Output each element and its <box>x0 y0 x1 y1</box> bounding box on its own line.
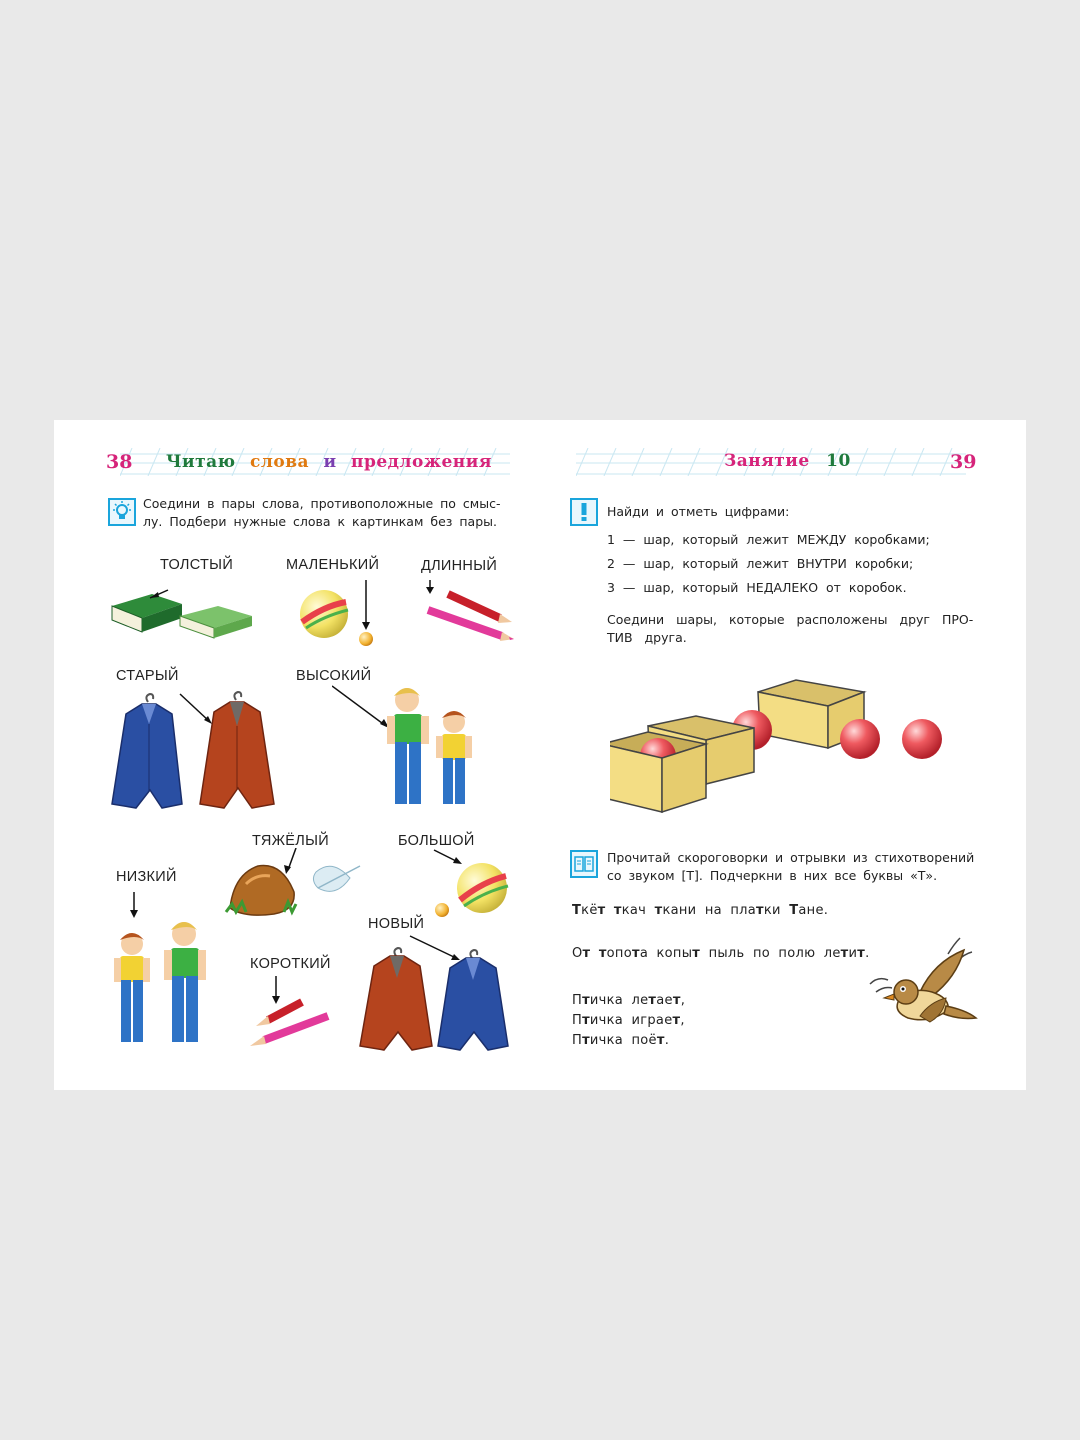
bird-illustration <box>860 932 980 1032</box>
twister1-part <box>605 903 613 918</box>
task2-text: Прочитай скороговорки и отрывки из стихотворений со звуком [Т]. Подчеркни в них все буквы «Т». <box>607 850 975 883</box>
twister2-part <box>590 946 598 961</box>
twister1-part: т <box>597 903 606 918</box>
twister1-part: Т <box>572 903 582 918</box>
poem-part: ае <box>656 993 673 1008</box>
lesson-title <box>724 451 851 471</box>
twister1-part: кани на пла <box>662 903 757 918</box>
twister2-part: а копы <box>639 946 693 961</box>
tongue-twister-2 <box>572 946 870 961</box>
poem-part: , <box>680 1013 685 1028</box>
twister2-part: О <box>572 946 583 961</box>
poem-line-2 <box>572 1013 685 1028</box>
twister1-part: ки <box>763 903 790 918</box>
page-number-right: 39 <box>950 451 977 473</box>
short-pencils-illustration <box>246 976 336 1052</box>
books-illustration <box>106 580 256 645</box>
twister2-part: т <box>631 946 640 961</box>
task-text-left: Соедини в пары слова, противоположные по смыс- лу. Подбери нужные слова к картинкам без пары. <box>143 496 501 529</box>
twister2-part: опо <box>606 946 632 961</box>
task1-intro: Найди и отметь цифрами: <box>607 504 790 519</box>
label-staryy: СТАРЫЙ <box>116 668 179 684</box>
poem-part: ичка лe <box>589 993 649 1008</box>
label-bolshoy: БОЛЬШОЙ <box>398 833 475 849</box>
twister1-part: кач <box>621 903 655 918</box>
poem-part: т <box>648 993 657 1008</box>
poem-part: т <box>672 1013 681 1028</box>
title-word-3: и <box>323 452 337 472</box>
poem-part: . <box>664 1033 670 1048</box>
ball-illustration-small-big <box>294 578 384 648</box>
twister1-part: т <box>654 903 663 918</box>
poem-part: П <box>572 993 583 1008</box>
label-korotkiy: КОРОТКИЙ <box>250 956 331 972</box>
label-malenkiy: МАЛЕНЬКИЙ <box>286 557 380 573</box>
label-vysokiy: ВЫСОКИЙ <box>296 668 372 684</box>
poem-part: т <box>672 993 681 1008</box>
poem-line-1 <box>572 993 685 1008</box>
book-spread <box>54 420 1026 1090</box>
label-dlinnyy: ДЛИННЫЙ <box>421 558 498 574</box>
left-page-title <box>166 452 492 472</box>
twister2-part: . <box>865 946 870 961</box>
title-word-2: слова <box>250 452 310 472</box>
twister1-part: т <box>613 903 622 918</box>
book-icon <box>570 850 598 878</box>
label-nizkiy: НИЗКИЙ <box>116 869 177 885</box>
task1-item-3: 3 — шар, который НЕДАЛЕКО от коробок. <box>607 580 907 595</box>
poem-part: т <box>582 1013 590 1028</box>
label-novyy: НОВЫЙ <box>368 916 425 932</box>
poem-part: ичка поё <box>589 1033 657 1048</box>
poem-part: , <box>680 993 686 1008</box>
task1-item-2: 2 — шар, который лежит ВНУТРИ коробки; <box>607 556 914 571</box>
twister2-part: т <box>840 946 849 961</box>
boys-short-tall-illustration <box>104 890 214 1050</box>
twister2-part: т <box>598 946 607 961</box>
jackets-illustration <box>106 682 281 817</box>
tongue-twister-1 <box>572 903 828 918</box>
lesson-word: Занятие <box>724 451 810 471</box>
poem-part: П <box>572 1013 583 1028</box>
twister2-part: пыль по полю ле <box>700 946 841 961</box>
twister1-part: Т <box>789 903 799 918</box>
stone-feather-illustration <box>224 848 364 920</box>
lesson-number: 10 <box>826 451 851 471</box>
poem-part: т <box>582 993 590 1008</box>
twister2-part: т <box>582 946 591 961</box>
twister1-part: кё <box>581 903 598 918</box>
title-word-4: предложения <box>351 452 492 472</box>
poem-line-3 <box>572 1033 669 1048</box>
title-word-1: Читаю <box>166 452 236 472</box>
task1-item-1: 1 — шар, который лежит МЕЖДУ коробками; <box>607 532 930 547</box>
poem-part: т <box>582 1033 590 1048</box>
right-page <box>540 420 1026 1090</box>
poem-part: П <box>572 1033 583 1048</box>
page-number-left: 38 <box>106 451 133 473</box>
twister1-part: ане. <box>798 903 829 918</box>
twister2-part: т <box>857 946 866 961</box>
poem-part: т <box>656 1033 665 1048</box>
big-ball-illustration <box>430 848 520 920</box>
label-tyazhelyy: ТЯЖЁЛЫЙ <box>252 833 329 849</box>
task1-extra: Соедини шары, которые расположены друг ПРО- ТИВ друга. <box>607 612 974 645</box>
pencils-illustration <box>420 578 515 648</box>
jackets-new-old-illustration <box>352 934 512 1054</box>
label-tolstyy: ТОЛСТЫЙ <box>160 557 234 573</box>
poem-part: ичка играе <box>589 1013 673 1028</box>
exclamation-icon <box>570 498 598 526</box>
twister2-part: т <box>692 946 701 961</box>
boys-tall-short-illustration <box>332 682 492 812</box>
boxes-and-balls-illustration <box>610 670 970 820</box>
left-page <box>54 420 540 1090</box>
lightbulb-icon <box>108 498 136 526</box>
twister1-part: т <box>756 903 764 918</box>
twister2-part: и <box>848 946 858 961</box>
